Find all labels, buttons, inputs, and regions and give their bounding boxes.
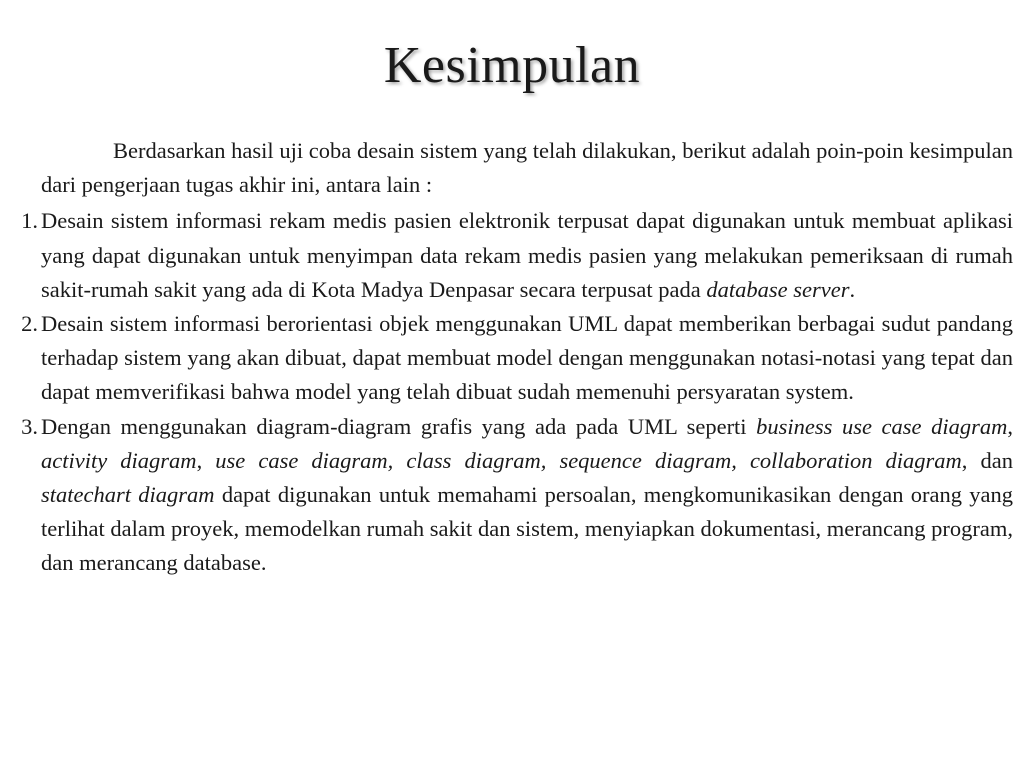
list-item-separator: , <box>1007 413 1013 439</box>
slide-title: Kesimpulan <box>383 37 641 94</box>
list-item <box>21 410 1013 581</box>
conclusion-list <box>21 204 1013 580</box>
list-item-text: Desain sistem informasi berorientasi objek menggunakan UML dapat memberikan berbagai sudut pandang terhadap sistem yang akan dibuat, dapat membuat model dengan menggunakan notasi-notasi yang tepat dan dapat memverifikasi bahwa model yang telah dibuat sudah memenuhi persyaratan system. <box>41 311 1013 405</box>
list-item-number: 2. <box>21 311 38 337</box>
list-item-text: Dengan menggunakan diagram-diagram grafis yang ada pada UML seperti <box>41 413 757 439</box>
list-item <box>21 204 1013 307</box>
list-item-italic-term: business use case diagram <box>756 413 1008 439</box>
list-item-number: 3. <box>21 413 38 439</box>
list-item-italic-term: statechart diagram <box>41 482 215 508</box>
list-item-italic-term: use case diagram, class diagram, sequence diagram, collaboration diagram <box>215 447 962 473</box>
list-item-text: dapat digunakan untuk memahami persoalan, mengkomunikasikan dengan orang yang terlihat dalam proyek, memodelkan rumah sakit dan sistem, menyiapkan dokumentasi, merancang program, dan merancang database. <box>41 482 1013 576</box>
list-item-italic-term: database server <box>706 276 850 302</box>
intro-paragraph: Berdasarkan hasil uji coba desain sistem yang telah dilakukan, berikut adalah poin-poin kesimpulan dari pengerjaan tugas akhir ini, antara lain : <box>41 138 1013 198</box>
list-item-text: Desain sistem informasi rekam medis pasien elektronik terpusat dapat digunakan untuk membuat aplikasi yang dapat digunakan untuk menyimpan data rekam medis pasien yang melakukan pemeriksaan di rumah sakit-rumah sakit yang ada di Kota Madya Denpasar secara terpusat pada <box>41 208 1013 302</box>
list-item-italic-term: activity diagram <box>41 447 197 473</box>
list-item-separator: , <box>196 447 216 473</box>
list-item-number: 1. <box>21 208 38 234</box>
list-item-separator: , dan <box>961 447 1013 473</box>
list-item-text: . <box>849 276 856 302</box>
list-item <box>21 307 1013 410</box>
slide-body <box>21 134 1013 581</box>
